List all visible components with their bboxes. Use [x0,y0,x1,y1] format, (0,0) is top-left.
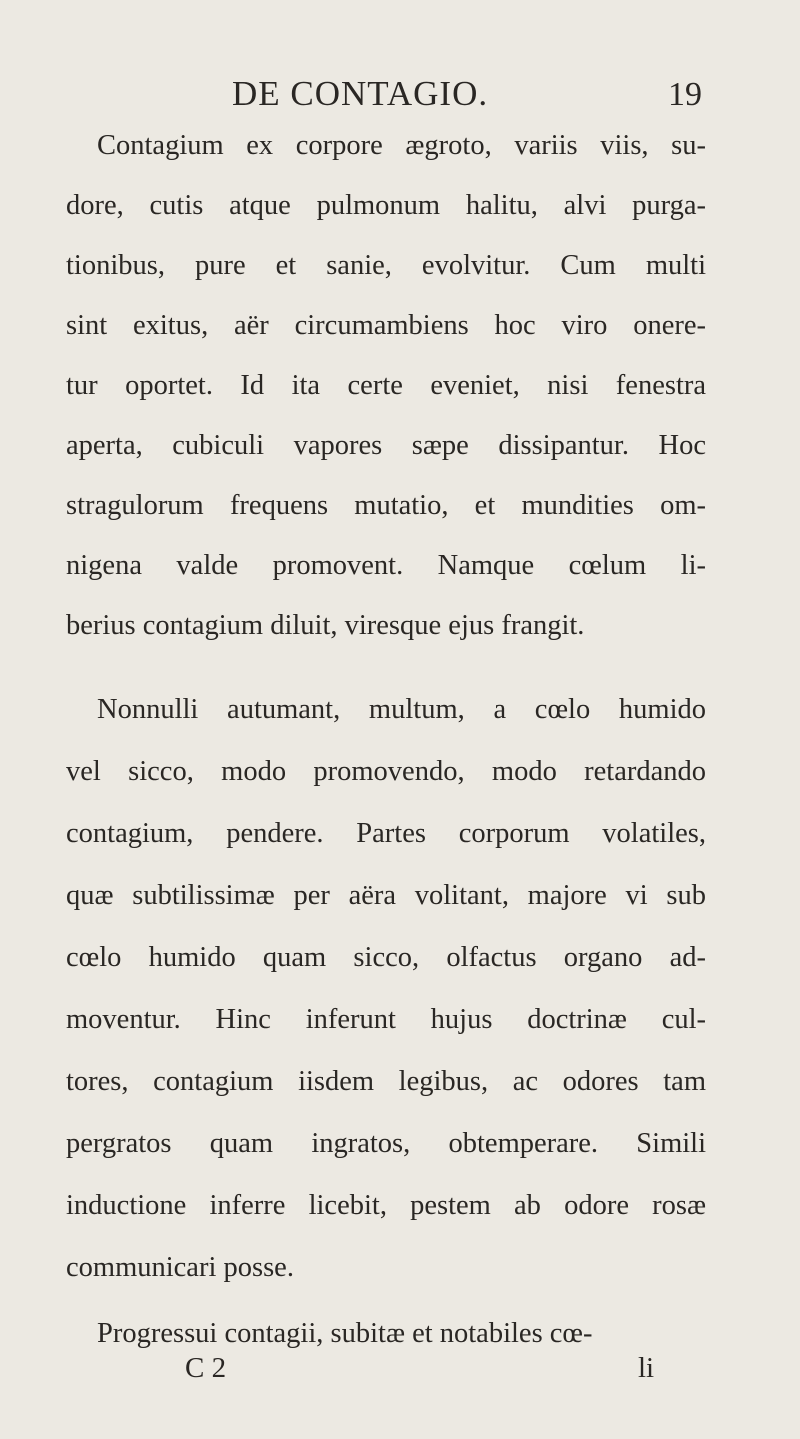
text-line: communicari posse. [66,1252,294,1283]
signature-mark: C 2 [185,1352,227,1384]
text-line: quæ subtilissimæ per aëra volitant, majore vi sub [66,880,706,911]
text-line: pergratos quam ingratos, obtemperare. Simili [66,1128,706,1159]
text-line: Contagium ex corpore ægroto, variis viis, su- [97,130,706,161]
text-line: Progressui contagii, subitæ et notabiles cœ- [97,1318,593,1349]
text-line: inductione inferre licebit, pestem ab odore rosæ [66,1190,706,1221]
text-line: vel sicco, modo promovendo, modo retardando [66,756,706,787]
text-line: cœlo humido quam sicco, olfactus organo ad- [66,942,706,973]
text-line: moventur. Hinc inferunt hujus doctrinæ cul- [66,1004,706,1035]
text-line: Nonnulli autumant, multum, a cœlo humido [97,694,706,725]
text-line: aperta, cubiculi vapores sæpe dissipantur. Hoc [66,430,706,461]
catchword: li [638,1352,655,1384]
page-number: 19 [668,76,702,113]
text-line: sint exitus, aër circumambiens hoc viro onere- [66,310,706,341]
text-line: tionibus, pure et sanie, evolvitur. Cum multi [66,250,706,281]
running-title: DE CONTAGIO. [232,74,489,113]
page-header [0,74,800,124]
text-line: dore, cutis atque pulmonum halitu, alvi purga- [66,190,706,221]
text-line: stragulorum frequens mutatio, et mundities om- [66,490,706,521]
text-line: nigena valde promovent. Namque cœlum li- [66,550,706,581]
text-line: berius contagium diluit, viresque ejus frangit. [66,610,585,641]
text-line: tur oportet. Id ita certe eveniet, nisi fenestra [66,370,706,401]
text-line: tores, contagium iisdem legibus, ac odores tam [66,1066,706,1097]
text-line: contagium, pendere. Partes corporum volatiles, [66,818,706,849]
